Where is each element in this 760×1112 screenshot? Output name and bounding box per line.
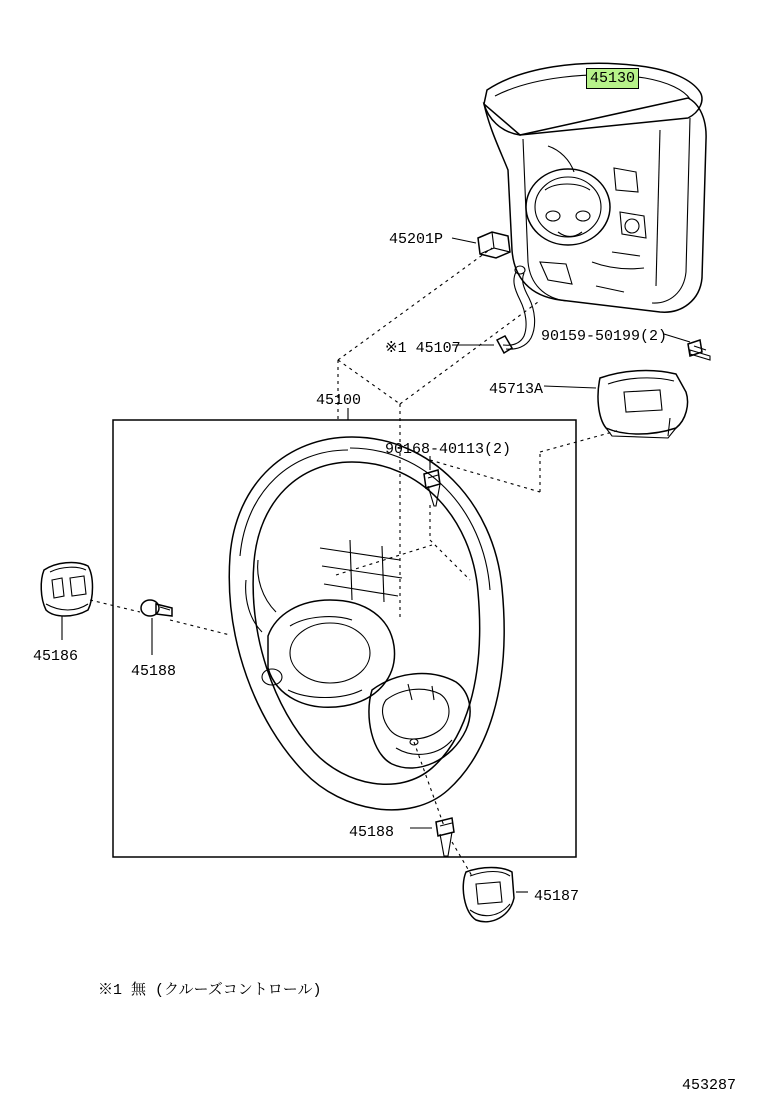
part-90159-50199-screw [688, 340, 710, 360]
label-45188-lower: 45188 [349, 824, 395, 841]
part-45100-steering-wheel [229, 437, 504, 810]
part-45188-lower-screw [436, 818, 454, 856]
label-90159-50199: 90159-50199(2) [541, 328, 668, 345]
leader-90159 [664, 334, 690, 342]
label-45107: ※1 45107 [385, 340, 461, 357]
part-45713A-cover [598, 371, 688, 438]
label-45188-upper: 45188 [131, 663, 177, 680]
part-45188-upper-screw [141, 600, 172, 616]
label-45201P: 45201P [389, 231, 444, 248]
footnote: ※1 無 (クルーズコントロール) [98, 982, 322, 999]
label-45713A: 45713A [489, 381, 544, 398]
assembly-box [113, 420, 576, 857]
part-45201P-nut [478, 232, 510, 258]
part-45187-cover [463, 868, 514, 922]
label-45100: 45100 [316, 392, 362, 409]
part-45130-airbag-pad [484, 63, 706, 312]
diagram-code: 453287 [681, 1077, 736, 1094]
part-90168-40113-screw [424, 470, 440, 506]
label-90168-40113: 90168-40113(2) [385, 441, 512, 458]
label-45187: 45187 [534, 888, 580, 905]
label-45130: 45130 [586, 68, 639, 89]
leader-45713A [544, 386, 596, 388]
label-45186: 45186 [33, 648, 79, 665]
part-45186-cover [41, 563, 92, 616]
leader-45201P [452, 238, 476, 243]
part-45107-cable [497, 266, 535, 353]
